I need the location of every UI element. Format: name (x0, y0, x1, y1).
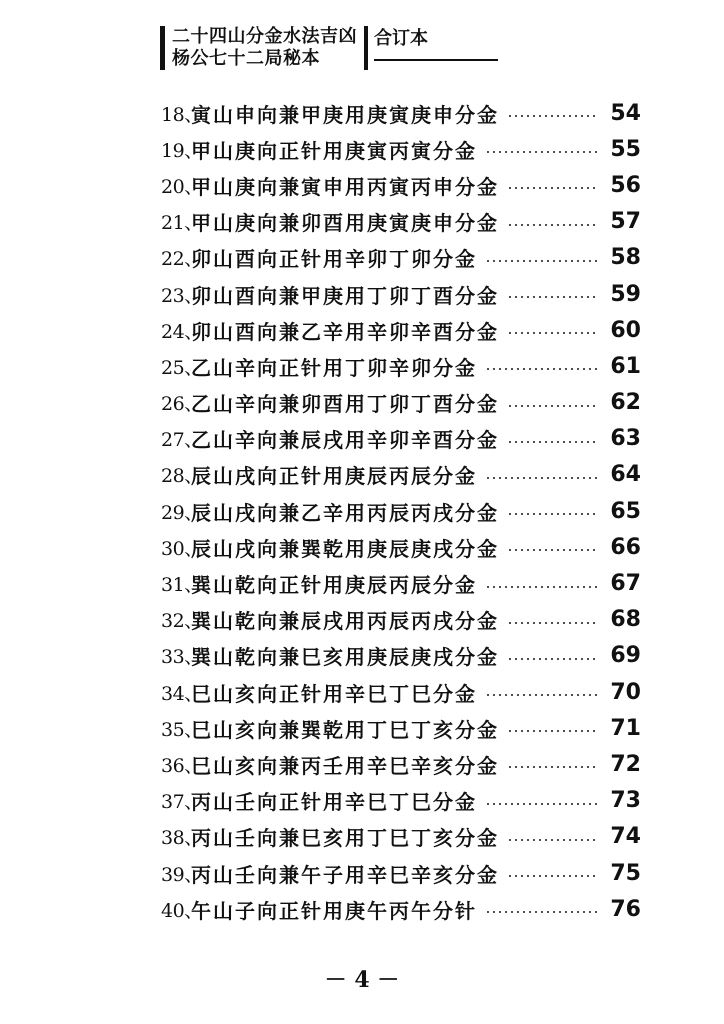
toc-dot-leader (507, 224, 597, 226)
toc-entry[interactable] (161, 783, 641, 819)
toc-entry[interactable] (161, 167, 641, 203)
page-number: － 4 － (324, 967, 400, 993)
toc-entry-title: 丙山壬向正针用辛巳丁巳分金 (191, 790, 477, 815)
toc-entry-page: 60 (610, 317, 641, 343)
toc-dot-leader (507, 658, 597, 660)
toc-entry-title: 甲山庚向兼寅申用丙寅丙申分金 (191, 174, 499, 199)
toc-entry-page: 59 (610, 281, 641, 307)
toc-entry-title: 巽山乾向正针用庚辰丙辰分金 (191, 573, 477, 598)
toc-dot-leader (507, 622, 597, 624)
toc-entry-page: 67 (610, 571, 641, 597)
toc-entry[interactable] (161, 855, 641, 891)
toc-dot-leader (507, 187, 597, 189)
toc-entry-number: 38、 (161, 827, 203, 850)
book-title-line1: 二十四山分金水法吉凶 (172, 26, 357, 47)
toc-entry-title: 巽山乾向兼巳亥用庚辰庚戌分金 (191, 645, 499, 670)
toc-dot-leader (485, 803, 597, 805)
toc-entry-number: 24、 (161, 320, 203, 343)
edition-label: 合订本 (374, 28, 428, 49)
toc-dot-leader (485, 368, 597, 370)
toc-entry-number: 31、 (161, 574, 203, 597)
toc-entry-number: 33、 (161, 646, 203, 669)
toc-dot-leader (507, 549, 597, 551)
toc-entry-title: 午山子向正针用庚午丙午分针 (191, 898, 477, 923)
toc-entry-number: 29、 (161, 501, 203, 524)
toc-entry-number: 40、 (161, 899, 203, 922)
toc-entry-number: 34、 (161, 682, 203, 705)
toc-entry-number: 23、 (161, 284, 203, 307)
toc-entry[interactable] (161, 602, 641, 638)
toc-entry-number: 26、 (161, 393, 203, 416)
table-of-contents (161, 95, 641, 927)
toc-entry-title: 甲山庚向正针用庚寅丙寅分金 (191, 138, 477, 163)
toc-dot-leader (485, 477, 597, 479)
toc-entry-title: 辰山戌向兼巽乾用庚辰庚戌分金 (191, 536, 499, 561)
running-header (160, 26, 520, 74)
toc-dot-leader (507, 332, 597, 334)
toc-entry-title: 巳山亥向兼丙壬用辛巳辛亥分金 (191, 753, 499, 778)
toc-entry-number: 37、 (161, 791, 203, 814)
toc-entry[interactable] (161, 819, 641, 855)
toc-entry-number: 27、 (161, 429, 203, 452)
toc-entry-title: 巳山亥向正针用辛巳丁巳分金 (191, 681, 477, 706)
toc-entry-page: 69 (610, 643, 641, 669)
toc-entry-number: 28、 (161, 465, 203, 488)
toc-entry-page: 57 (610, 209, 641, 235)
toc-entry-page: 66 (610, 534, 641, 560)
header-middle-rule (364, 26, 368, 70)
toc-entry-number: 18、 (161, 103, 203, 126)
toc-entry-number: 25、 (161, 356, 203, 379)
toc-entry[interactable] (161, 457, 641, 493)
toc-entry[interactable] (161, 276, 641, 312)
toc-entry[interactable] (161, 240, 641, 276)
toc-entry-page: 56 (610, 172, 641, 198)
toc-entry[interactable] (161, 312, 641, 348)
toc-entry-page: 74 (610, 824, 641, 850)
toc-entry-title: 丙山壬向兼巳亥用丁巳丁亥分金 (191, 826, 499, 851)
toc-entry-number: 32、 (161, 610, 203, 633)
toc-entry[interactable] (161, 421, 641, 457)
book-title (172, 26, 357, 70)
toc-entry-page: 65 (610, 498, 641, 524)
toc-dot-leader (507, 513, 597, 515)
toc-entry-title: 卯山酉向兼甲庚用丁卯丁酉分金 (191, 283, 499, 308)
toc-entry-page: 58 (610, 245, 641, 271)
toc-entry-title: 辰山戌向正针用庚辰丙辰分金 (191, 464, 477, 489)
toc-entry-title: 丙山壬向兼午子用辛巳辛亥分金 (191, 862, 499, 887)
toc-dot-leader (507, 875, 597, 877)
toc-entry-title: 乙山辛向正针用丁卯辛卯分金 (191, 355, 477, 380)
header-underline (374, 59, 498, 61)
toc-entry[interactable] (161, 746, 641, 782)
toc-entry-page: 55 (610, 136, 641, 162)
toc-dot-leader (485, 911, 597, 913)
toc-entry-number: 20、 (161, 175, 203, 198)
toc-entry-page: 61 (610, 353, 641, 379)
toc-entry-number: 30、 (161, 537, 203, 560)
toc-entry-number: 19、 (161, 139, 203, 162)
toc-entry[interactable] (161, 529, 641, 565)
toc-entry[interactable] (161, 891, 641, 927)
toc-entry[interactable] (161, 638, 641, 674)
toc-entry-page: 54 (610, 100, 641, 126)
toc-dot-leader (507, 839, 597, 841)
toc-dot-leader (507, 405, 597, 407)
toc-entry-title: 巽山乾向兼辰戌用丙辰丙戌分金 (191, 609, 499, 634)
toc-dot-leader (507, 766, 597, 768)
toc-dot-leader (485, 694, 597, 696)
toc-dot-leader (507, 441, 597, 443)
toc-entry-page: 73 (610, 788, 641, 814)
toc-entry-page: 62 (610, 390, 641, 416)
toc-entry-number: 22、 (161, 248, 203, 271)
toc-entry-number: 36、 (161, 754, 203, 777)
toc-entry-number: 21、 (161, 212, 203, 235)
toc-dot-leader (507, 296, 597, 298)
toc-entry-number: 35、 (161, 718, 203, 741)
toc-entry[interactable] (161, 565, 641, 601)
book-title-line2: 杨公七十二局秘本 (172, 48, 320, 69)
header-left-rule (160, 26, 165, 70)
toc-entry[interactable] (161, 385, 641, 421)
toc-dot-leader (485, 586, 597, 588)
toc-entry-page: 75 (610, 860, 641, 886)
toc-entry-page: 76 (610, 896, 641, 922)
toc-entry[interactable] (161, 348, 641, 384)
toc-dot-leader (485, 260, 597, 262)
toc-entry[interactable] (161, 131, 641, 167)
toc-entry-title: 卯山酉向正针用辛卯丁卯分金 (191, 247, 477, 272)
toc-entry-title: 寅山申向兼甲庚用庚寅庚申分金 (191, 102, 499, 127)
toc-entry[interactable] (161, 493, 641, 529)
toc-entry[interactable] (161, 710, 641, 746)
toc-entry-number: 39、 (161, 863, 203, 886)
toc-dot-leader (507, 730, 597, 732)
toc-entry-page: 72 (610, 751, 641, 777)
toc-entry-title: 卯山酉向兼乙辛用辛卯辛酉分金 (191, 319, 499, 344)
toc-entry-page: 70 (610, 679, 641, 705)
toc-entry-title: 乙山辛向兼辰戌用辛卯辛酉分金 (191, 428, 499, 453)
toc-entry-page: 64 (610, 462, 641, 488)
toc-entry[interactable] (161, 674, 641, 710)
toc-entry-title: 巳山亥向兼巽乾用丁巳丁亥分金 (191, 717, 499, 742)
toc-dot-leader (485, 151, 597, 153)
toc-entry[interactable] (161, 95, 641, 131)
toc-entry-page: 63 (610, 426, 641, 452)
toc-dot-leader (507, 115, 597, 117)
toc-entry-page: 71 (610, 715, 641, 741)
toc-entry[interactable] (161, 204, 641, 240)
toc-entry-title: 乙山辛向兼卯酉用丁卯丁酉分金 (191, 392, 499, 417)
toc-entry-page: 68 (610, 607, 641, 633)
toc-entry-title: 甲山庚向兼卯酉用庚寅庚申分金 (191, 211, 499, 236)
toc-entry-title: 辰山戌向兼乙辛用丙辰丙戌分金 (191, 500, 499, 525)
